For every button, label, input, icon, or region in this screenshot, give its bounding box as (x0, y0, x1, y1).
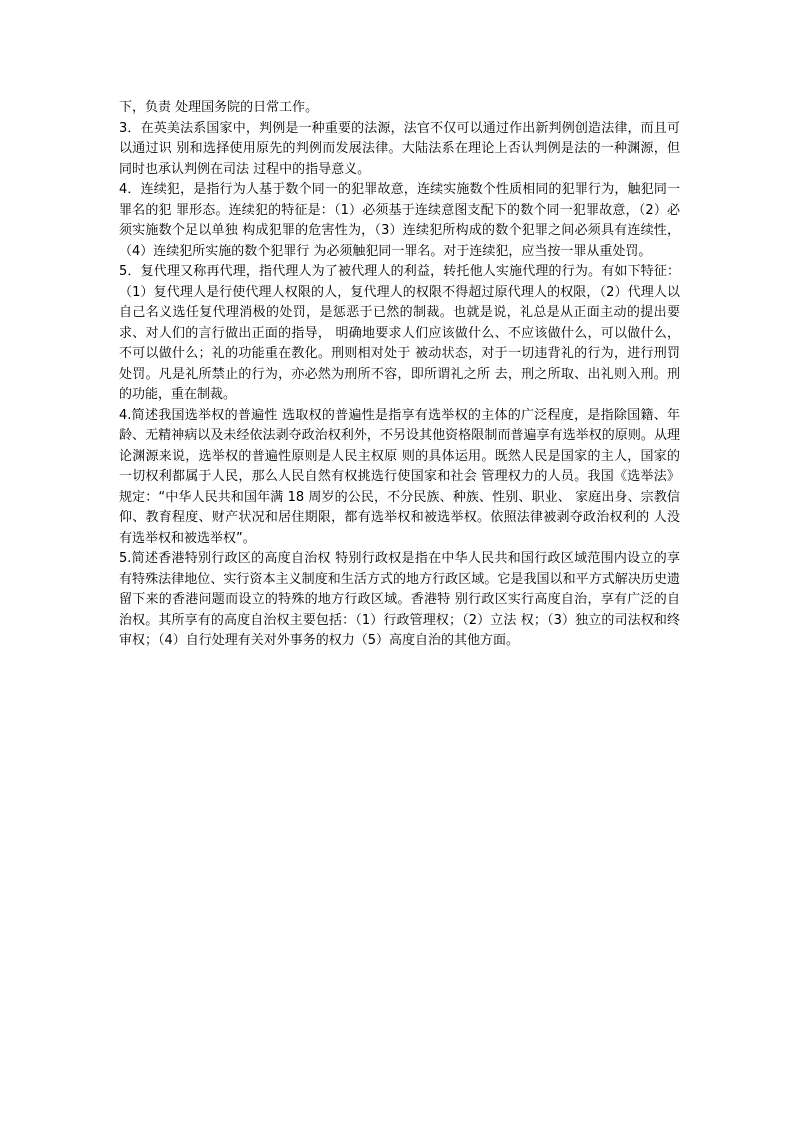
paragraph-continuous-offense: 4．连续犯，是指行为人基于数个同一的犯罪故意，连续实施数个性质相同的犯罪行为，触犯同一罪名的犯 罪形态。连续犯的特征是：（1）必须基于连续意图支配下的数个同一犯罪故意，（2）必须实施数个足以单独 构成犯罪的危害性为，（3）连续犯所构成的数个犯罪之间必须具有连续性，（4）连续犯所实施的数个犯罪行 为必须触犯同一罪名。对于连续犯，应当按一罪从重处罚。 (119, 182, 680, 259)
paragraph-continuation: 下，负责 处理国务院的日常工作。 (119, 100, 319, 115)
paragraph-sub-agency: 5．复代理又称再代理，指代理人为了被代理人的利益，转托他人实施代理的行为。有如下特征：（1）复代理人是行使代理人权限的人，复代理人的权限不得超过原代理人的权限，（2）代理人以自己名义选任复代理消极的处罚，是惩恶于已然的制裁。也就是说，礼总是从正面主动的提出要求、对人们的言行做出正面的指导， 明确地要求人们应该做什么、不应该做什么，可以做什么，不可以做什么；礼的功能重在教化。刑则相对处于 被动状态，对于一切违背礼的行为，进行刑罚处罚。凡是礼所禁止的行为，亦必然为刑所不容，即所谓礼之所 去，刑之所取、出礼则入刑。刑的功能，重在制裁。 (119, 264, 680, 402)
document-body (119, 98, 680, 652)
paragraph-hk-autonomy: 5.简述香港特别行政区的高度自治权 特别行政权是指在中华人民共和国行政区域范围内设立的享有特殊法律地位、实行资本主义制度和生活方式的地方行政区域。它是我国以和平方式解决历史遗留下来的香港问题而设立的特殊的地方行政区域。香港特 别行政区实行高度自治，享有广泛的自治权。其所享有的高度自治权主要包括：（1）行政管理权；（2）立法 权；（3）独立的司法权和终审权；（4）自行处理有关对外事务的权力（5）高度自治的其他方面。 (119, 551, 680, 648)
paragraph-case-law: 3．在英美法系国家中，判例是一种重要的法源，法官不仅可以通过作出新判例创造法律，而且可以通过识 别和选择使用原先的判例而发展法律。大陆法系在理论上否认判例是法的一种渊源，但同时也承认判例在司法 过程中的指导意义。 (119, 120, 680, 177)
paragraph-universal-suffrage: 4.简述我国选举权的普遍性 选取权的普遍性是指享有选举权的主体的广泛程度，是指除国籍、年龄、无精神病以及未经依法剥夺政治权利外，不另设其他资格限制而普遍享有选举权的原则。从理论渊源来说，选举权的普遍性原则是人民主权原 则的具体运用。既然人民是国家的主人，国家的一切权利都属于人民，那么人民自然有权挑选行使国家和社会 管理权力的人员。我国《选举法》规定：“中华人民共和国年满 18 周岁的公民，不分民族、种族、性别、职业、 家庭出身、宗教信仰、教育程度、财产状况和居住期限，都有选举权和被选举权。依照法律被剥夺政治权利的 人没有选举权和被选举权”。 (119, 407, 680, 546)
